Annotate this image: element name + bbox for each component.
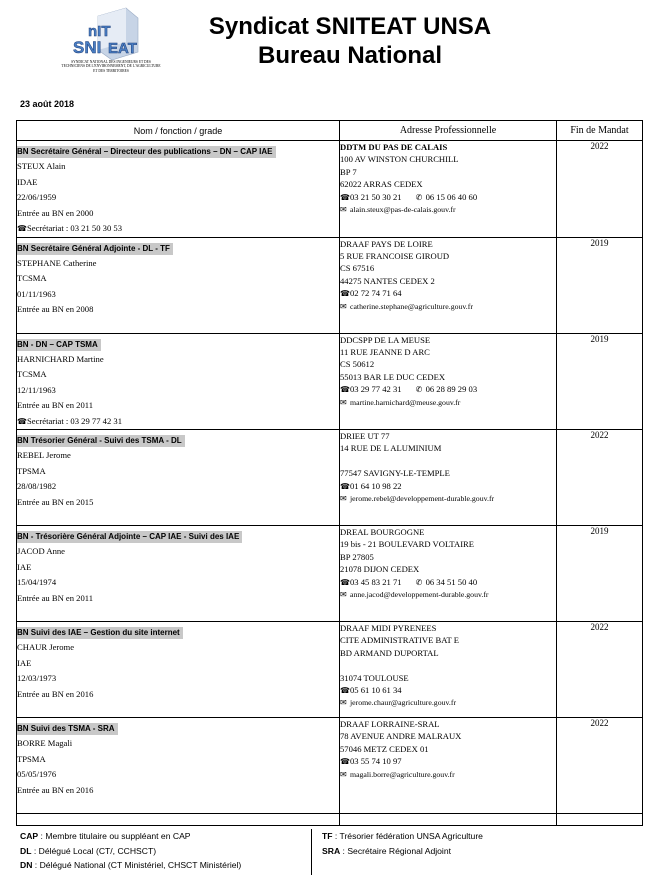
member-grade: TPSMA [17,465,46,476]
member-info-cell [17,622,340,718]
address-cell [340,430,557,526]
email-line [340,493,556,505]
address-line: 11 RUE JEANNE D ARC [340,346,430,357]
mandate-end-year: 2022 [557,141,643,238]
legend-entry [322,844,483,859]
empty-cell [17,814,340,826]
address-line: BP 7 [340,166,357,177]
mandate-end-year: 2022 [557,430,643,526]
member-grade: TPSMA [17,753,46,764]
legend-description: : Délégué Local (CT/, CCHSCT) [31,845,157,856]
logo-text-bottom: EAT [108,40,137,57]
address-line: CS 67516 [340,263,375,274]
email-line [340,769,556,781]
email-address[interactable]: alain.steux@pas-de-calais.gouv.fr [350,205,456,215]
legend-description: : Secrétaire Régional Adjoint [340,845,451,856]
member-info-cell [17,718,340,814]
address-cell [340,237,557,333]
member-entry: Entrée au BN en 2011 [17,592,94,603]
envelope-icon: ✉ [340,301,347,311]
member-role-line [17,430,339,448]
email-address[interactable]: jerome.chaur@agriculture.gouv.fr [350,698,457,708]
legend-abbreviation: SRA [322,845,341,856]
mobile-icon: ✆ [415,192,423,202]
member-role: BN Trésorier Général - Suivi des TSMA - DL [17,435,185,447]
address-line: 5 RUE FRANCOISE GIROUD [340,250,450,261]
mobile-icon: ✆ [415,577,423,587]
member-info-cell [17,333,340,430]
address-line: 44275 NANTES CEDEX 2 [340,275,435,286]
phone-icon: ☎ [340,757,350,767]
member-birth-date: 12/03/1973 [17,673,57,683]
phone-line [340,576,556,589]
member-role: BN Secrétaire Général Adjointe - DL - TF [17,243,173,255]
envelope-icon: ✉ [340,205,347,215]
office-phone: 03 55 74 10 97 [350,756,402,767]
table-row [17,430,643,526]
member-birth-date: 22/06/1959 [17,192,57,202]
mobile-phone: 06 28 89 29 03 [425,384,478,395]
mandate-end-year: 2022 [557,622,643,718]
member-name: REBEL Jerome [17,450,71,460]
table-row [17,718,643,814]
table-body [17,141,643,826]
member-grade: IAE [17,657,32,668]
member-name: STEPHANE Catherine [17,257,97,268]
phone-icon: ☎ [340,289,350,299]
member-info-cell [17,526,340,622]
member-role-line [17,622,339,640]
table-row [17,333,643,430]
member-birth-date: 15/04/1974 [17,577,57,587]
phone-icon: ☎ [340,481,350,491]
envelope-icon: ✉ [340,769,347,779]
address-line: DRAAF PAYS DE LOIRE [340,238,433,249]
email-line [340,697,556,709]
legend-description: : Délégué National (CT Ministériel, CHSCT Ministériel) [32,860,242,870]
member-grade: IDAE [17,176,38,187]
legend-entry [20,844,241,859]
phone-icon: ☎ [17,416,27,426]
legend-description: : Membre titulaire ou suppléant en CAP [38,831,191,841]
address-line: 31074 TOULOUSE [340,672,409,683]
legend-abbreviation: DN [20,860,33,870]
address-line: BD ARMAND DUPORTAL [340,647,439,658]
address-line: 14 RUE DE L ALUMINIUM [340,443,442,454]
phone-line [340,191,556,204]
column-header-name: Nom / fonction / grade [17,121,340,141]
secretariat-line [17,221,339,237]
column-header-end: Fin de Mandat [557,121,643,141]
member-role-line [17,526,339,544]
member-role: BN Secrétaire Général – Directeur des publications – DN – CAP IAE [17,146,276,158]
member-entry: Entrée au BN en 2008 [17,304,94,314]
envelope-icon: ✉ [340,397,347,407]
legend-entry [322,829,483,844]
member-entry: Entrée au BN en 2000 [17,207,94,218]
address-cell [340,333,557,430]
secretariat-phone: Secrétariat : 03 21 50 30 53 [27,223,122,233]
address-line: 55013 BAR LE DUC CEDEX [340,371,446,382]
member-info-cell [17,237,340,333]
address-line [340,455,556,467]
mandate-end-year: 2022 [557,718,643,814]
member-name: STEUX Alain [17,161,66,171]
phone-icon: ☎ [340,385,350,395]
member-name: HARNICHARD Martine [17,353,104,364]
address-line: 19 bis - 21 BOULEVARD VOLTAIRE [340,539,475,550]
legend-description: : Trésorier fédération UNSA Agriculture [332,831,483,841]
phone-line [340,684,556,697]
address-cell [340,526,557,622]
phone-line [340,755,556,768]
member-name: BORRE Magali [17,738,73,748]
table-header-row [17,121,643,141]
legend-left [20,829,241,873]
table-row [17,237,643,333]
column-header-address: Adresse Professionnelle [340,121,557,141]
address-line: 21078 DIJON CEDEX [340,564,420,575]
member-grade: TCSMA [17,369,47,379]
address-line: DDTM DU PAS DE CALAIS [340,142,448,152]
legend-right [322,829,483,858]
phone-line [340,383,556,396]
phone-icon: ☎ [340,686,350,696]
sniteat-logo [66,6,156,86]
address-line: DREAL BOURGOGNE [340,527,425,537]
member-entry: Entrée au BN en 2016 [17,688,94,699]
member-info-cell [17,430,340,526]
member-name: JACOD Anne [17,546,65,556]
logo-text-main: SNI [73,38,102,57]
member-birth-date: 05/05/1976 [17,769,57,779]
mandate-end-year: 2019 [557,237,643,333]
office-phone: 01 64 10 98 22 [350,480,402,491]
document-date: 23 août 2018 [20,99,75,109]
email-address[interactable]: anne.jacod@developpement-durable.gouv.fr [350,590,489,600]
table-row [17,526,643,622]
table-row-empty [17,814,643,826]
member-birth-date: 28/08/1982 [17,481,57,491]
member-birth-date: 12/11/1963 [17,384,56,395]
address-line: CS 50612 [340,359,375,370]
address-cell [340,718,557,814]
legend-abbreviation: DL [20,845,32,856]
mobile-phone: 06 34 51 50 40 [425,576,478,587]
table-row [17,141,643,238]
office-phone: 03 21 50 30 21 [350,191,402,202]
table-row [17,622,643,718]
address-cell [340,622,557,718]
phone-icon: ☎ [340,192,350,202]
email-address[interactable]: magali.borre@agriculture.gouv.fr [350,769,455,779]
logo-caption: SYNDICAT NATIONAL DES INGENIEURS ET DES TECHNICIENS DE L'ENVIRONNEMENT, DE L'AGRICULTURE ET DES TERRITOIRES [61,60,161,73]
member-grade: IAE [17,561,32,572]
address-line [340,659,556,671]
envelope-icon: ✉ [340,698,347,708]
address-line: 57046 METZ CEDEX 01 [340,743,429,754]
empty-cell [340,814,557,826]
email-address[interactable]: catherine.stephane@agriculture.gouv.fr [350,301,473,311]
office-phone: 03 45 83 21 71 [350,576,402,587]
phone-line [340,480,556,493]
email-address[interactable]: jerome.rebel@developpement-durable.gouv.fr [350,494,495,504]
member-role: BN Suivi des IAE – Gestion du site internet [17,627,183,639]
mobile-phone: 06 15 06 40 60 [425,191,478,202]
envelope-icon: ✉ [340,590,347,600]
office-phone: 05 61 10 61 34 [350,685,402,696]
address-cell [340,141,557,238]
secretariat-line [17,414,339,430]
address-line: 100 AV WINSTON CHURCHILL [340,154,459,165]
legend-divider [311,829,312,875]
mandate-end-year: 2019 [557,333,643,430]
title-line-1: Syndicat SNITEAT UNSA [208,13,492,40]
address-line: DRAAF MIDI PYRENEES [340,623,437,633]
legend-entry [20,829,241,844]
legend-abbreviation: CAP [20,831,39,841]
address-line: 62022 ARRAS CEDEX [340,179,423,190]
secretariat-phone: Secrétariat : 03 29 77 42 31 [27,415,122,426]
address-line: CITE ADMINISTRATIVE BAT E [340,635,459,646]
member-role: BN Suivi des TSMA - SRA [17,723,118,735]
legend-abbreviation: TF [322,831,333,841]
title-line-2: Bureau National [257,42,443,69]
member-role: BN - DN – CAP TSMA [17,339,101,351]
legend-entry [20,858,241,873]
address-line: 78 AVENUE ANDRE MALRAUX [340,731,462,742]
page-title [170,12,530,70]
member-role-line [17,334,339,352]
member-role-line [17,238,339,256]
envelope-icon: ✉ [340,494,347,504]
mobile-icon: ✆ [415,385,423,395]
email-line [340,589,556,601]
member-info-cell [17,141,340,238]
address-line: 77547 SAVIGNY-LE-TEMPLE [340,468,450,479]
email-address[interactable]: martine.harnichard@meuse.gouv.fr [350,397,461,407]
bureau-members-table [16,120,643,826]
member-name: CHAUR Jerome [17,642,75,652]
member-grade: TCSMA [17,273,47,283]
mandate-end-year: 2019 [557,526,643,622]
office-phone: 03 29 77 42 31 [350,384,402,395]
email-line [340,204,556,216]
member-birth-date: 01/11/1963 [17,288,56,299]
member-entry: Entrée au BN en 2011 [17,400,94,410]
phone-icon: ☎ [17,224,27,233]
address-line: DDCSPP DE LA MEUSE [340,334,431,345]
address-line: DRAAF LORRAINE-SRAL [340,719,440,729]
member-role: BN - Trésorière Général Adjointe – CAP IAE - Suivi des IAE [17,531,242,543]
member-entry: Entrée au BN en 2015 [17,496,94,507]
member-entry: Entrée au BN en 2016 [17,784,94,795]
logo-text-top: nIT [88,23,111,40]
office-phone: 02 72 74 71 64 [350,288,402,299]
empty-cell [557,814,643,826]
phone-icon: ☎ [340,577,350,587]
address-line: BP 27805 [340,551,374,562]
email-line [340,397,556,409]
phone-line [340,287,556,300]
member-role-line [17,141,339,159]
address-line: DRIEE UT 77 [340,431,390,441]
email-line [340,301,556,313]
member-role-line [17,718,339,736]
